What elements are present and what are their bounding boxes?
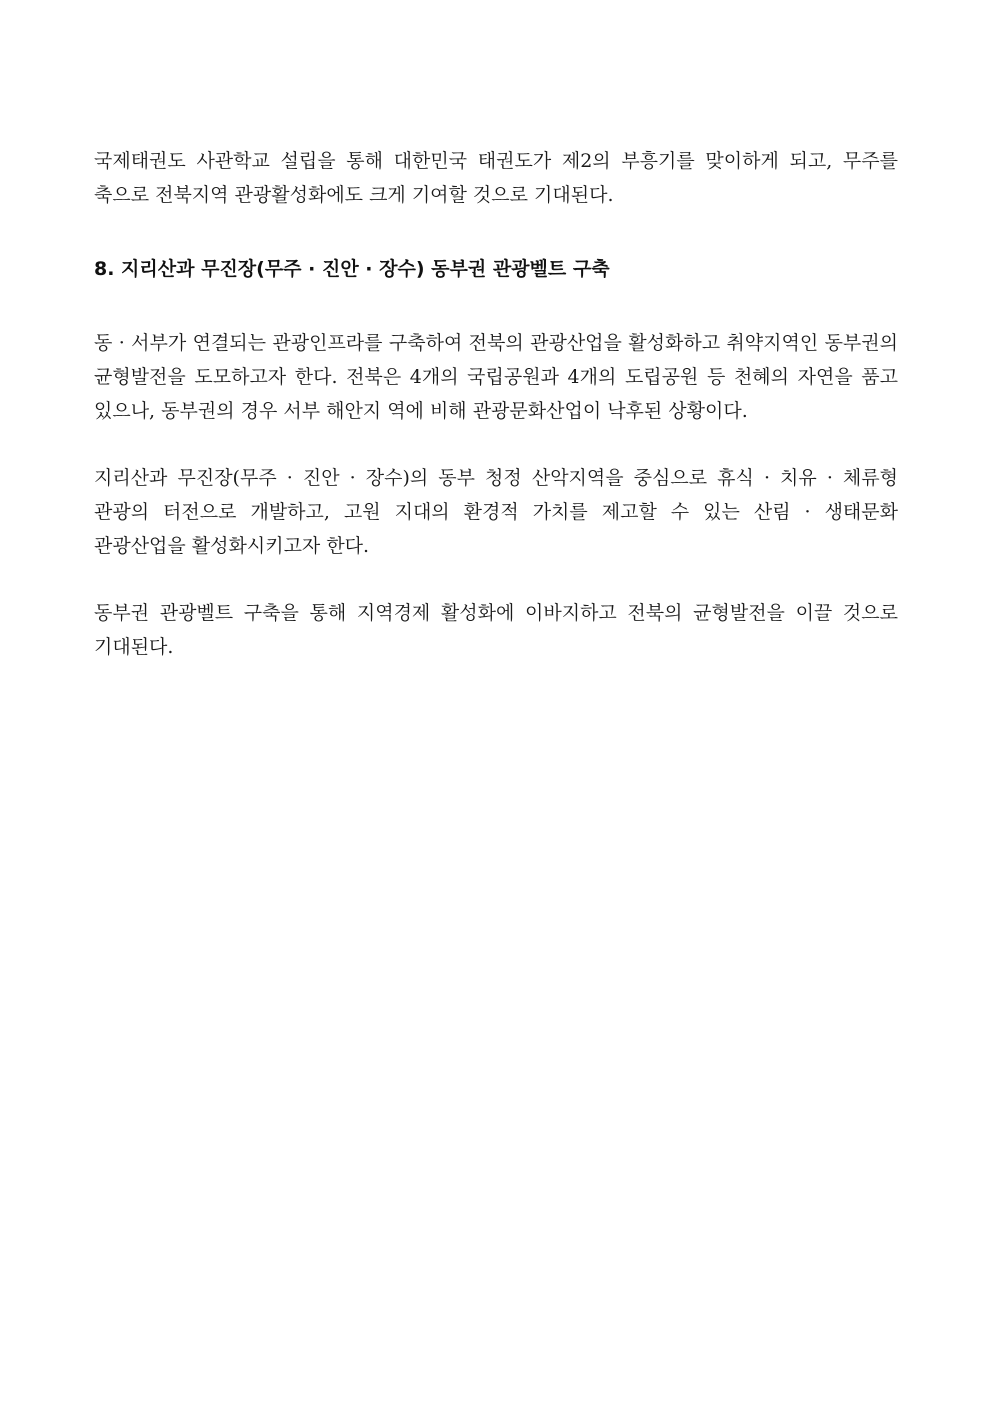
paragraph-taekwondo-academy: 국제태권도 사관학교 설립을 통해 대한민국 태권도가 제2의 부흥기를 맞이하게 되고, 무주를 축으로 전북지역 관광활성화에도 크게 기여할 것으로 기대된다.	[94, 150, 898, 206]
paragraph-east-west-infrastructure: 동 · 서부가 연결되는 관광인프라를 구축하여 전북의 관광산업을 활성화하고 취약지역인 동부권의 균형발전을 도모하고자 한다. 전북은 4개의 국립공원과 4개의 도립공원 등 천혜의 자연을 품고 있으나, 동부권의 경우 서부 해안지 역에 비해 관광문화산업이 낙후된 상황이다.	[94, 332, 898, 422]
paragraph-mountain-tourism: 지리산과 무진장(무주 · 진안 · 장수)의 동부 청정 산악지역을 중심으로 휴식 · 치유 · 체류형 관광의 터전으로 개발하고, 고원 지대의 환경적 가치를 제고할 수 있는 산림 · 생태문화 관광산업을 활성화시키고자 한다.	[94, 467, 898, 557]
section-heading: 8. 지리산과 무진장(무주 · 진안 · 장수) 동부권 관광벨트 구축	[94, 258, 610, 280]
paragraph-tourism-belt-outcome: 동부권 관광벨트 구축을 통해 지역경제 활성화에 이바지하고 전북의 균형발전을 이끌 것으로 기대된다.	[94, 602, 898, 658]
document-body	[94, 144, 898, 697]
